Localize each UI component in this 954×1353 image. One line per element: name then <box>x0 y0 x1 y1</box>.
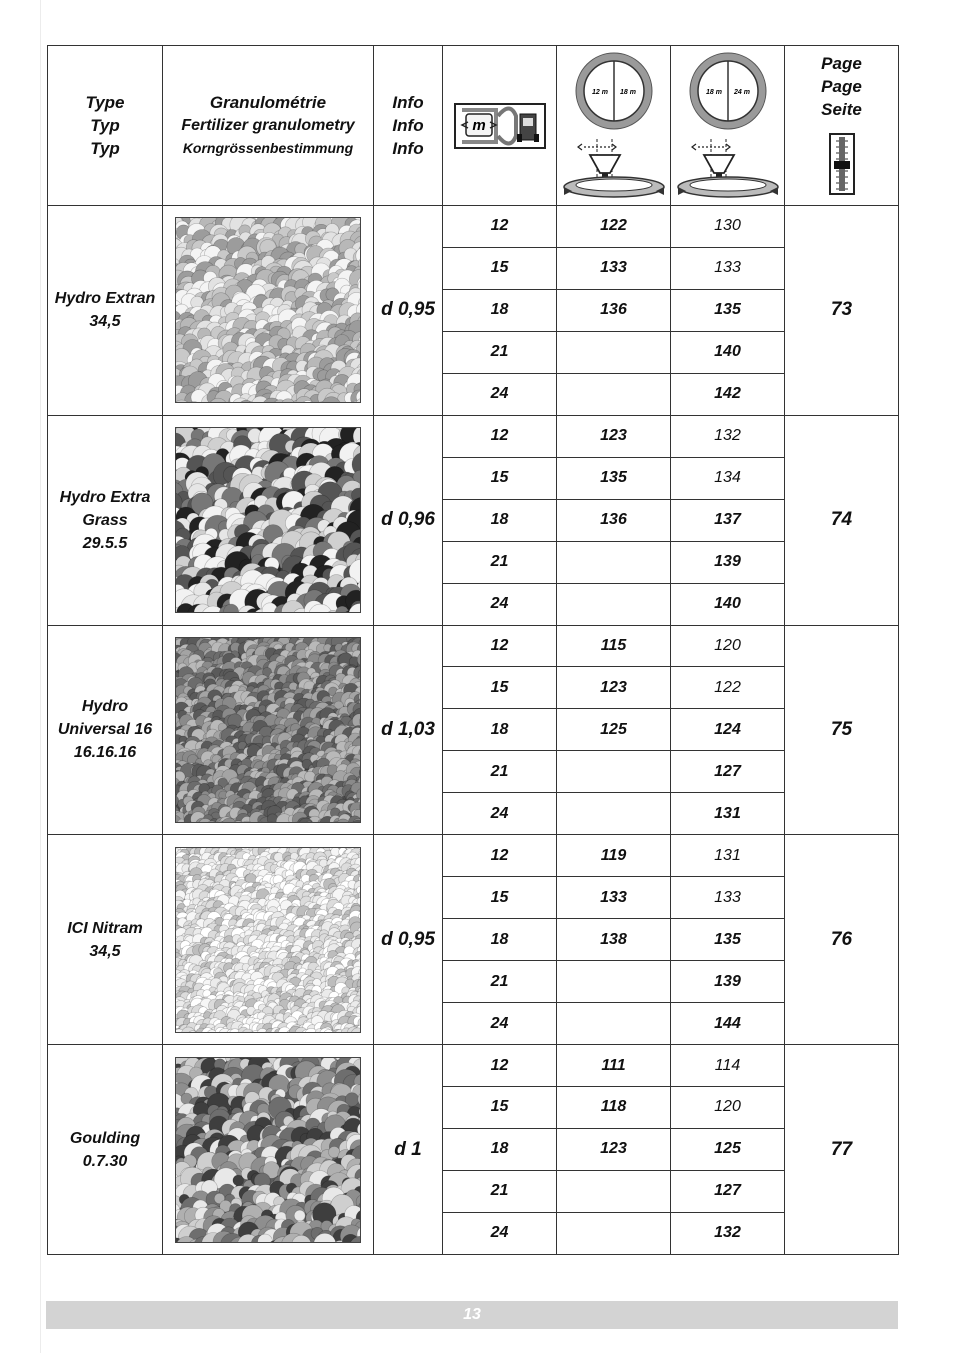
svg-text:18 m: 18 m <box>619 88 636 96</box>
fertilizer-type-line: 0.7.30 <box>82 1152 128 1170</box>
setting-disc-18-24: 127 <box>671 751 785 793</box>
setting-disc-18-24: 133 <box>671 247 785 289</box>
spreader-m-icon <box>454 102 546 150</box>
setting-disc-18-24: 135 <box>671 919 785 961</box>
working-width: 24 <box>443 793 557 835</box>
disc-12-18-header <box>557 46 671 206</box>
setting-disc-12-18 <box>557 373 671 415</box>
fertilizer-type-line: ICI Nitram <box>67 919 143 937</box>
type-header: Type Typ Typ <box>48 46 163 206</box>
working-width: 24 <box>443 1212 557 1254</box>
working-width-header <box>443 46 557 206</box>
setting-disc-12-18: 136 <box>557 499 671 541</box>
setting-disc-18-24: 139 <box>671 961 785 1003</box>
working-width: 21 <box>443 961 557 1003</box>
density-info: d 1,03 <box>374 625 443 835</box>
setting-disc-18-24: 131 <box>671 835 785 877</box>
fertilizer-type-line: 16.16.16 <box>73 744 137 762</box>
working-width: 15 <box>443 247 557 289</box>
fertilizer-type <box>48 415 163 625</box>
setting-disc-12-18: 136 <box>557 289 671 331</box>
setting-disc-18-24: 142 <box>671 373 785 415</box>
fertilizer-type-line: 34,5 <box>89 313 121 331</box>
setting-disc-12-18: 111 <box>557 1045 671 1087</box>
setting-disc-12-18 <box>557 541 671 583</box>
page-reference: 74 <box>785 415 899 625</box>
working-width: 24 <box>443 1003 557 1045</box>
setting-disc-12-18: 133 <box>557 877 671 919</box>
working-width: 21 <box>443 751 557 793</box>
page-edge <box>40 0 41 1353</box>
setting-disc-12-18: 135 <box>557 457 671 499</box>
working-width: 15 <box>443 457 557 499</box>
disc-18-24-icon <box>676 51 780 201</box>
page-reference: 77 <box>785 1045 899 1255</box>
table-row <box>48 206 899 248</box>
svg-text:24 m: 24 m <box>733 88 750 96</box>
working-width: 12 <box>443 625 557 667</box>
working-width: 18 <box>443 1128 557 1170</box>
setting-disc-12-18 <box>557 1212 671 1254</box>
setting-disc-12-18: 119 <box>557 835 671 877</box>
setting-disc-12-18 <box>557 961 671 1003</box>
svg-text:18 m: 18 m <box>705 88 722 96</box>
working-width: 18 <box>443 709 557 751</box>
disc-12-18-icon <box>562 51 666 201</box>
fertilizer-type-line: Hydro <box>81 698 129 716</box>
setting-disc-18-24: 132 <box>671 415 785 457</box>
fertilizer-type-line: 34,5 <box>89 942 121 960</box>
setting-disc-18-24: 122 <box>671 667 785 709</box>
setting-disc-18-24: 135 <box>671 289 785 331</box>
density-info: d 0,96 <box>374 415 443 625</box>
setting-disc-12-18 <box>557 1170 671 1212</box>
working-width: 21 <box>443 331 557 373</box>
density-info: d 0,95 <box>374 835 443 1045</box>
disc-18-24-header <box>671 46 785 206</box>
setting-disc-12-18 <box>557 583 671 625</box>
density-info: d 0,95 <box>374 206 443 416</box>
setting-disc-18-24: 114 <box>671 1045 785 1087</box>
fertilizer-type-line: Grass <box>82 511 128 529</box>
setting-disc-18-24: 140 <box>671 583 785 625</box>
setting-disc-18-24: 144 <box>671 1003 785 1045</box>
fertilizer-type <box>48 625 163 835</box>
granule-texture <box>175 637 361 823</box>
table-row <box>48 625 899 667</box>
granulometry-photo <box>163 835 374 1045</box>
setting-disc-18-24: 125 <box>671 1128 785 1170</box>
fertilizer-type-line: Hydro Extran <box>54 290 156 308</box>
fertilizer-type <box>48 206 163 416</box>
setting-disc-12-18: 118 <box>557 1087 671 1129</box>
fertilizer-settings-table <box>47 45 899 1255</box>
setting-disc-12-18 <box>557 751 671 793</box>
setting-disc-12-18: 138 <box>557 919 671 961</box>
table-row <box>48 835 899 877</box>
footer-bar <box>46 1301 898 1329</box>
setting-disc-18-24: 131 <box>671 793 785 835</box>
svg-text:12 m: 12 m <box>591 88 608 96</box>
fertilizer-type-line: 29.5.5 <box>82 534 128 552</box>
table-row <box>48 415 899 457</box>
fertilizer-type-line: Hydro Extra <box>59 488 151 506</box>
setting-disc-12-18: 133 <box>557 247 671 289</box>
page-reference: 75 <box>785 625 899 835</box>
setting-disc-12-18 <box>557 793 671 835</box>
working-width: 12 <box>443 206 557 248</box>
setting-disc-12-18 <box>557 1003 671 1045</box>
working-width: 24 <box>443 373 557 415</box>
fertilizer-type <box>48 835 163 1045</box>
granule-texture <box>175 217 361 403</box>
granulometry-photo <box>163 206 374 416</box>
page-number: 13 <box>463 1306 481 1323</box>
granulometry-photo <box>163 1045 374 1255</box>
setting-disc-12-18: 123 <box>557 415 671 457</box>
page-header: Page Page Seite <box>785 46 899 206</box>
working-width: 12 <box>443 835 557 877</box>
fertilizer-type-line: Universal 16 <box>57 721 153 739</box>
setting-disc-18-24: 127 <box>671 1170 785 1212</box>
working-width: 15 <box>443 667 557 709</box>
setting-disc-18-24: 132 <box>671 1212 785 1254</box>
working-width: 15 <box>443 877 557 919</box>
setting-disc-18-24: 137 <box>671 499 785 541</box>
setting-disc-18-24: 120 <box>671 1087 785 1129</box>
header-row <box>48 46 899 206</box>
setting-disc-12-18: 115 <box>557 625 671 667</box>
setting-disc-12-18 <box>557 331 671 373</box>
granule-texture <box>175 847 361 1033</box>
table-body <box>48 206 899 1255</box>
working-width: 24 <box>443 583 557 625</box>
setting-disc-12-18: 122 <box>557 206 671 248</box>
working-width: 21 <box>443 1170 557 1212</box>
setting-disc-18-24: 133 <box>671 877 785 919</box>
svg-text:m: m <box>471 116 486 134</box>
setting-disc-18-24: 139 <box>671 541 785 583</box>
info-header: Info Info Info <box>374 46 443 206</box>
setting-disc-18-24: 140 <box>671 331 785 373</box>
working-width: 15 <box>443 1087 557 1129</box>
working-width: 18 <box>443 289 557 331</box>
setting-disc-18-24: 130 <box>671 206 785 248</box>
granulometry-photo <box>163 625 374 835</box>
working-width: 18 <box>443 919 557 961</box>
scale-slider-icon <box>827 133 857 195</box>
setting-disc-12-18: 123 <box>557 1128 671 1170</box>
page-reference: 76 <box>785 835 899 1045</box>
working-width: 21 <box>443 541 557 583</box>
granule-texture <box>175 1057 361 1243</box>
granulometry-header: Granulométrie Fertilizer granulometry Korngrössenbestimmung <box>163 46 374 206</box>
working-width: 12 <box>443 415 557 457</box>
granulometry-photo <box>163 415 374 625</box>
granule-texture <box>175 427 361 613</box>
setting-disc-12-18: 123 <box>557 667 671 709</box>
table-row <box>48 1045 899 1087</box>
page-reference: 73 <box>785 206 899 416</box>
setting-disc-12-18: 125 <box>557 709 671 751</box>
setting-disc-18-24: 134 <box>671 457 785 499</box>
working-width: 18 <box>443 499 557 541</box>
fertilizer-type-line: Goulding <box>69 1129 141 1147</box>
setting-disc-18-24: 120 <box>671 625 785 667</box>
setting-disc-18-24: 124 <box>671 709 785 751</box>
density-info: d 1 <box>374 1045 443 1255</box>
working-width: 12 <box>443 1045 557 1087</box>
fertilizer-type <box>48 1045 163 1255</box>
